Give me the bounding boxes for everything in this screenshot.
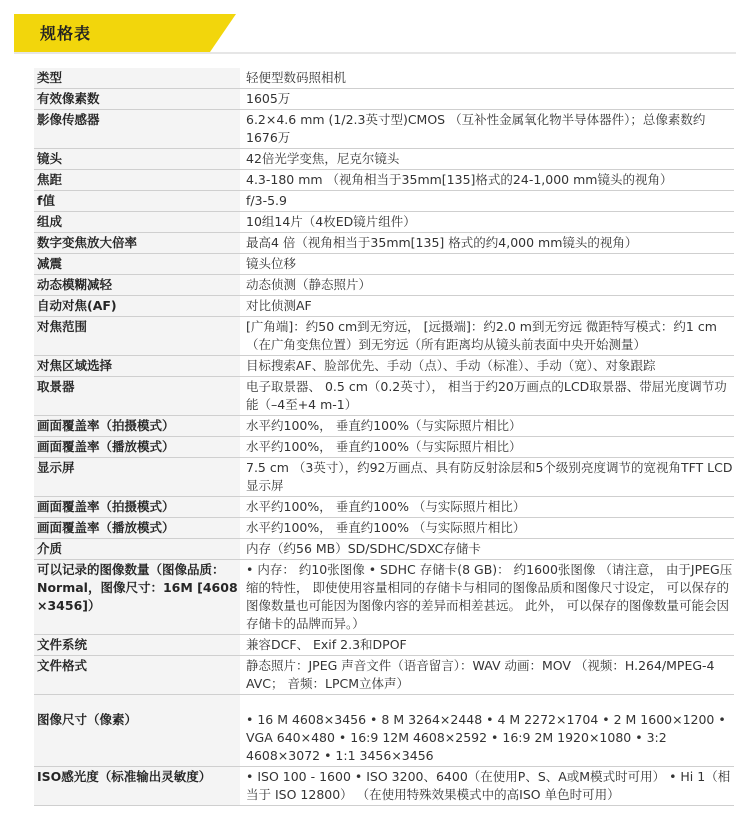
spec-label: f值	[34, 191, 240, 212]
spec-value: • 16 M 4608×3456 • 8 M 3264×2448 • 4 M 2272×1704 • 2 M 1600×1200 • VGA 640×480 • 16:9 12M 4608×2592 • 16:9 2M 1920×1080 • 3:2 4608×3072 • 1:1 3456×3456	[240, 695, 734, 767]
spec-row	[34, 149, 734, 170]
spec-row	[34, 458, 734, 497]
spec-value: 1605万	[240, 89, 734, 110]
spec-value: [广角端]：约50 cm到无穷远， [远摄端]：约2.0 m到无穷远 微距特写模式：约1 cm（在广角变焦位置）到无穷远（所有距离均从镜头前表面中央开始测量）	[240, 317, 734, 356]
spec-row	[34, 89, 734, 110]
spec-label: 镜头	[34, 149, 240, 170]
spec-value: f/3-5.9	[240, 191, 734, 212]
spec-value: 水平约100%， 垂直约100% （与实际照片相比）	[240, 497, 734, 518]
spec-row	[34, 191, 734, 212]
spec-row	[34, 233, 734, 254]
spec-label: 取景器	[34, 377, 240, 416]
spec-label: 图像尺寸（像素）	[34, 695, 240, 767]
spec-row	[34, 275, 734, 296]
spec-row	[34, 212, 734, 233]
spec-row	[34, 356, 734, 377]
page-title: 规格表	[40, 24, 92, 43]
spec-label: 画面覆盖率（播放模式）	[34, 518, 240, 539]
spec-value: 10组14片（4枚ED镜片组件）	[240, 212, 734, 233]
spec-label: 介质	[34, 539, 240, 560]
spec-value: 镜头位移	[240, 254, 734, 275]
spec-value: 目标搜索AF、脸部优先、手动（点）、手动（标准）、手动（宽）、对象跟踪	[240, 356, 734, 377]
spec-row	[34, 437, 734, 458]
spec-table	[34, 68, 734, 806]
spec-row	[34, 254, 734, 275]
spec-value: 动态侦测（静态照片）	[240, 275, 734, 296]
spec-row	[34, 695, 734, 767]
spec-row	[34, 317, 734, 356]
spec-label: 可以记录的图像数量（图像品质：Normal，图像尺寸：16M [4608 ×3456]）	[34, 560, 240, 635]
spec-label: 数字变焦放大倍率	[34, 233, 240, 254]
spec-value: 静态照片：JPEG 声音文件（语音留言）：WAV 动画：MOV （视频：H.264/MPEG-4 AVC； 音频：LPCM立体声）	[240, 656, 734, 695]
spec-value: 4.3-180 mm （视角相当于35mm[135]格式的24-1,000 mm镜头的视角）	[240, 170, 734, 191]
spec-value: 6.2×4.6 mm (1/2.3英寸型)CMOS （互补性金属氧化物半导体器件）；总像素数约1676万	[240, 110, 734, 149]
spec-value: 42倍光学变焦，尼克尔镜头	[240, 149, 734, 170]
spec-label: 文件系统	[34, 635, 240, 656]
title-divider	[14, 52, 736, 54]
spec-value: 水平约100%， 垂直约100% （与实际照片相比）	[240, 518, 734, 539]
spec-label: 减震	[34, 254, 240, 275]
spec-row	[34, 767, 734, 806]
spec-label: 对焦范围	[34, 317, 240, 356]
spec-row	[34, 416, 734, 437]
spec-value: 内存（约56 MB）SD/SDHC/SDXC存储卡	[240, 539, 734, 560]
spec-value: 兼容DCF、 Exif 2.3和DPOF	[240, 635, 734, 656]
spec-label: 画面覆盖率（拍摄模式）	[34, 416, 240, 437]
spec-row	[34, 539, 734, 560]
spec-label: 组成	[34, 212, 240, 233]
spec-value: 水平约100%， 垂直约100%（与实际照片相比）	[240, 437, 734, 458]
spec-value: 电子取景器、 0.5 cm（0.2英寸）， 相当于约20万画点的LCD取景器、带屈光度调节功能（–4至+4 m-1）	[240, 377, 734, 416]
spec-label: 显示屏	[34, 458, 240, 497]
spec-value: • ISO 100 - 1600 • ISO 3200、6400（在使用P、S、A或M模式时可用） • Hi 1（相当于 ISO 12800） （在使用特殊效果模式中的高ISO 单色时可用）	[240, 767, 734, 806]
spec-value: 对比侦测AF	[240, 296, 734, 317]
spec-label: 画面覆盖率（拍摄模式）	[34, 497, 240, 518]
spec-row	[34, 635, 734, 656]
spec-label: 动态模糊减轻	[34, 275, 240, 296]
spec-row	[34, 518, 734, 539]
spec-row	[34, 560, 734, 635]
spec-row	[34, 377, 734, 416]
spec-label: 焦距	[34, 170, 240, 191]
spec-label: 自动对焦(AF)	[34, 296, 240, 317]
spec-row	[34, 170, 734, 191]
spec-value: 最高4 倍（视角相当于35mm[135] 格式的约4,000 mm镜头的视角）	[240, 233, 734, 254]
spec-row	[34, 110, 734, 149]
spec-label: 影像传感器	[34, 110, 240, 149]
spec-label: 文件格式	[34, 656, 240, 695]
spec-row	[34, 296, 734, 317]
spec-value: 7.5 cm （3英寸），约92万画点、具有防反射涂层和5个级别亮度调节的宽视角TFT LCD显示屏	[240, 458, 734, 497]
spec-label: 画面覆盖率（播放模式）	[34, 437, 240, 458]
spec-label: ISO感光度（标准输出灵敏度）	[34, 767, 240, 806]
spec-value: 水平约100%， 垂直约100%（与实际照片相比）	[240, 416, 734, 437]
spec-label: 对焦区域选择	[34, 356, 240, 377]
spec-label: 类型	[34, 68, 240, 89]
spec-row	[34, 656, 734, 695]
spec-row	[34, 68, 734, 89]
spec-label: 有效像素数	[34, 89, 240, 110]
spec-value: • 内存： 约10张图像 • SDHC 存储卡(8 GB)： 约1600张图像 （请注意， 由于JPEG压缩的特性， 即使使用容量相同的存储卡与相同的图像品质和图像尺寸设定， 可以保存的图像数量也可能因为图像内容的差异而相差甚远。 此外， 可以保存的图像数量可能会因存储卡的品牌而异。）	[240, 560, 734, 635]
spec-value: 轻便型数码照相机	[240, 68, 734, 89]
spec-row	[34, 497, 734, 518]
